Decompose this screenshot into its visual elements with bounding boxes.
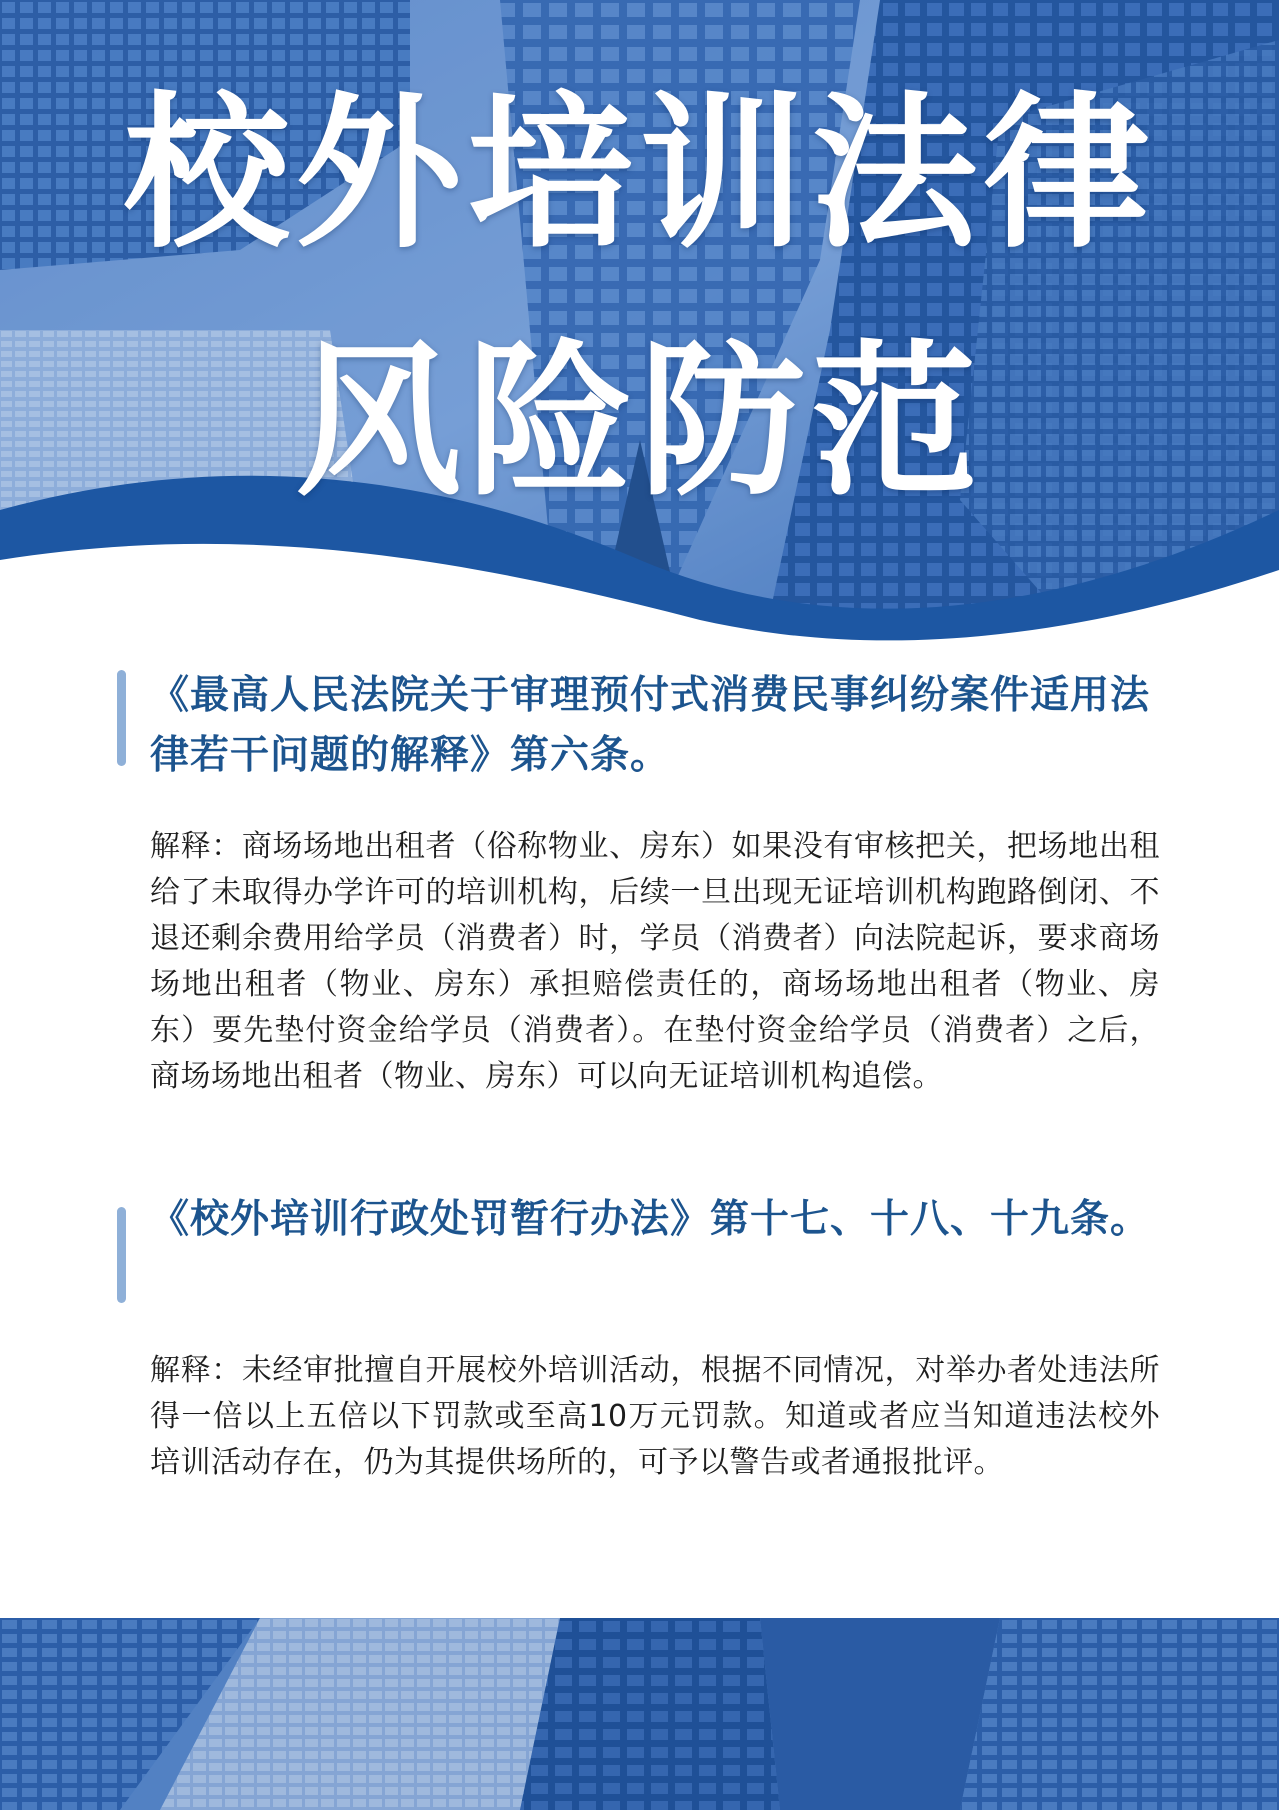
section-explanation: 解释：未经审批擅自开展校外培训活动，根据不同情况，对举办者处违法所得一倍以上五倍以下罚款或至高10万元罚款。知道或者应当知道违法校外培训活动存在，仍为其提供场所的，可予以警告或者通报批评。 xyxy=(150,1353,1160,1480)
section-explanation: 解释：商场场地出租者（俗称物业、房东）如果没有审核把关，把场地出租给了未取得办学许可的培训机构，后续一旦出现无证培训机构跑路倒闭、不退还剩余费用给学员（消费者）时，学员（消费者）向法院起诉，要求商场场地出租者（物业、房东）承担赔偿责任的，商场场地出租者（物业、房东）要先垫付资金给学员（消费者）。在垫付资金给学员（消费者）之后，商场场地出租者（物业、房东）可以向无证培训机构追偿。 xyxy=(150,829,1160,1094)
section-heading: 《最高人民法院关于审理预付式消费民事纠纷案件适用法律若干问题的解释》第六条。 xyxy=(150,673,1151,778)
footer-banner xyxy=(0,1618,1279,1810)
hero-banner xyxy=(0,0,1279,660)
section-heading: 《校外培训行政处罚暂行办法》第十七、十八、十九条。 xyxy=(150,1197,1151,1242)
page-title-line-2: 风险防范 xyxy=(295,326,984,519)
section-accent-bar xyxy=(117,1207,126,1303)
section-accent-bar xyxy=(117,670,126,766)
page-title-line-1: 校外培训法律 xyxy=(123,78,1156,271)
skyscraper-footer-image xyxy=(0,1618,1279,1810)
